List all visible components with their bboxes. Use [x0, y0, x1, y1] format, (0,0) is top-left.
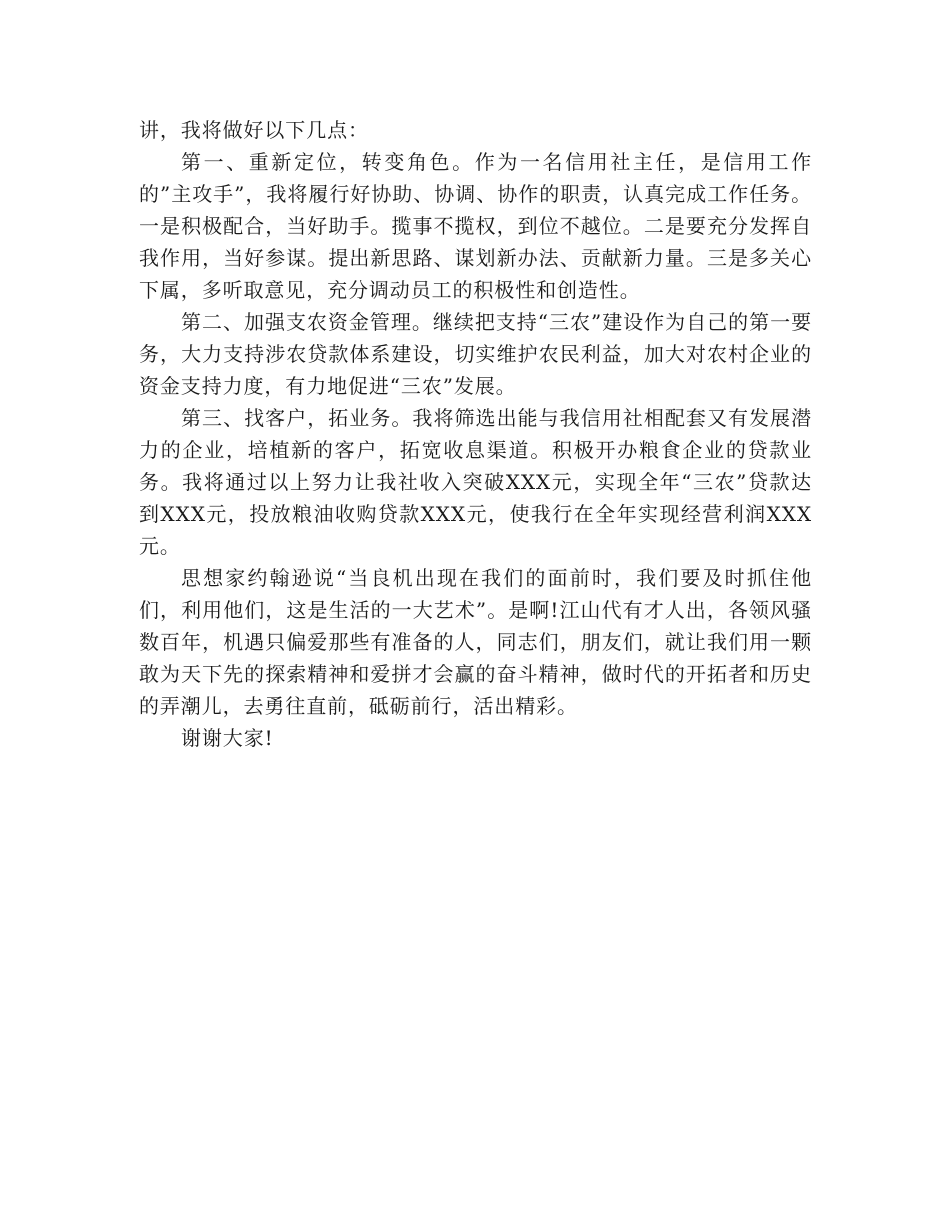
paragraph-thanks: 谢谢大家!: [181, 726, 274, 750]
paragraph-closing-quote: 思想家约翰逊说“当良机出现在我们的面前时，我们要及时抓住他们，利用他们，这是生活的一大艺术”。是啊!江山代有才人出，各领风骚数百年，机遇只偏爱那些有准备的人，同志们，朋友们，就让我们用一颗敢为天下先的探索精神和爱拼才会赢的奋斗精神，做时代的开拓者和历史的弄潮儿，去勇往直前，砥砺前行，活出精彩。: [139, 566, 812, 718]
paragraph-point-three: 第三、找客户，拓业务。我将筛选出能与我信用社相配套又有发展潜力的企业，培植新的客户，拓宽收息渠道。积极开办粮食企业的贷款业务。我将通过以上努力让我社收入突破XXX元，实现全年“三农”贷款达到XXX元，投放粮油收购贷款XXX元，使我行在全年实现经营利润XXX元。: [139, 406, 812, 558]
paragraph-point-one: 第一、重新定位，转变角色。作为一名信用社主任，是信用工作的”主攻手”，我将履行好协助、协调、协作的职责，认真完成工作任务。一是积极配合，当好助手。揽事不揽权，到位不越位。二是要充分发挥自我作用，当好参谋。提出新思路、谋划新办法、贡献新力量。三是多关心下属，多听取意见，充分调动员工的积极性和创造性。: [139, 150, 812, 302]
paragraph-intro-continuation: 讲，我将做好以下几点：: [139, 118, 369, 142]
document-body: [139, 114, 812, 754]
paragraph-point-two: 第二、加强支农资金管理。继续把支持“三农”建设作为自己的第一要务，大力支持涉农贷款体系建设，切实维护农民利益，加大对农村企业的资金支持力度，有力地促进“三农”发展。: [139, 310, 812, 398]
